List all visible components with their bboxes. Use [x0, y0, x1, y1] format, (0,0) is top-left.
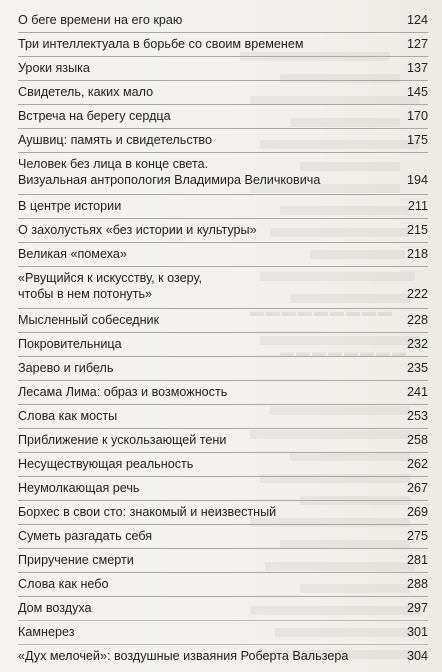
toc-entry-title: Слова как небо — [18, 577, 109, 591]
toc-entry-title: Мысленный собеседник — [18, 313, 160, 327]
toc-entry-title: Свидетель, каких мало — [18, 85, 154, 99]
divider — [18, 596, 428, 597]
divider — [18, 620, 428, 621]
divider — [18, 548, 428, 549]
toc-entry-page: 232 — [406, 337, 428, 351]
toc-entry-title: Приближение к ускользающей тени — [18, 433, 227, 447]
toc-entry-page: 304 — [406, 649, 428, 663]
toc-entry-page: 253 — [406, 409, 428, 423]
divider — [18, 404, 428, 405]
divider — [18, 104, 428, 105]
divider — [18, 194, 428, 195]
divider — [18, 452, 428, 453]
toc-entry-title: Лесама Лима: образ и возможность — [18, 385, 228, 399]
toc-entry-page: 275 — [406, 529, 428, 543]
toc-entry-title-line: Человек без лица в конце света. — [18, 157, 209, 171]
divider — [18, 476, 428, 477]
toc-entry-title: Великая «помеха» — [18, 247, 127, 261]
toc-entry-page: 137 — [406, 61, 428, 75]
toc-entry — [18, 132, 428, 148]
toc-entry — [18, 624, 428, 640]
divider — [18, 128, 428, 129]
toc-entry — [18, 360, 428, 376]
toc-entry — [18, 198, 428, 214]
toc-entry-title: Зарево и гибель — [18, 361, 114, 375]
divider — [18, 332, 428, 333]
show-through-texture: ▬▬▬▬▬▬▬▬▬ ▬▬▬▬▬▬▬▬ — [220, 0, 442, 672]
toc-entry-page: 211 — [407, 199, 428, 213]
toc-entry-page: 235 — [406, 361, 428, 375]
divider — [18, 572, 428, 573]
divider — [18, 380, 428, 381]
toc-entry-page: 262 — [406, 457, 428, 471]
divider — [18, 80, 428, 81]
toc-entry-title: О захолустьях «без истории и культуры» — [18, 223, 257, 237]
toc-entry-title: Покровительница — [18, 337, 122, 351]
toc-entry-title-line: чтобы в нем потонуть» — [18, 287, 153, 301]
divider — [18, 218, 428, 219]
toc-entry — [18, 156, 428, 188]
toc-entry-page: 258 — [406, 433, 428, 447]
toc-entry — [18, 270, 428, 302]
toc-entry — [18, 456, 428, 472]
toc-entry-title: Суметь разгадать себя — [18, 529, 153, 543]
toc-entry-title: Дом воздуха — [18, 601, 92, 615]
toc-entry — [18, 222, 428, 238]
toc-entry — [18, 336, 428, 352]
toc-entry-title: Борхес в свои сто: знакомый и неизвестный — [18, 505, 277, 519]
toc-entry — [18, 528, 428, 544]
toc-entry — [18, 312, 428, 328]
toc-entry-title: Несуществующая реальность — [18, 457, 194, 471]
toc-entry-page: 218 — [406, 247, 428, 261]
toc-entry — [18, 648, 428, 664]
toc-entry-title: Неумолкающая речь — [18, 481, 140, 495]
divider — [18, 644, 428, 645]
toc-entry — [18, 12, 428, 28]
divider — [18, 56, 428, 57]
toc-entry-title: Аушвиц: память и свидетельство — [18, 133, 212, 147]
divider — [18, 356, 428, 357]
toc-entry-page: 222 — [406, 287, 428, 301]
toc-entry-title: Камнерез — [18, 625, 75, 639]
toc-entry — [18, 504, 428, 520]
divider — [18, 266, 428, 267]
toc-entry-title: Три интеллектуала в борьбе со своим временем — [18, 37, 304, 51]
toc-entry-page: 194 — [406, 173, 428, 187]
toc-entry — [18, 108, 428, 124]
toc-entry-title: Слова как мосты — [18, 409, 118, 423]
toc-entry — [18, 60, 428, 76]
toc-entry-page: 124 — [406, 13, 428, 27]
toc-entry — [18, 84, 428, 100]
divider — [18, 152, 428, 153]
toc-entry — [18, 600, 428, 616]
toc-entry-page: 175 — [406, 133, 428, 147]
toc-entry — [18, 384, 428, 400]
divider — [18, 428, 428, 429]
toc-entry — [18, 432, 428, 448]
toc-entry-page: 215 — [406, 223, 428, 237]
toc-entry-title: Приручение смерти — [18, 553, 134, 567]
toc-entry — [18, 552, 428, 568]
toc-entry-title-line: «Рвущийся к искусству, к озеру, — [18, 271, 203, 285]
toc-entry-title: «Дух мелочей»: воздушные изваяния Роберта Вальзера — [18, 649, 349, 663]
toc-entry-page: 288 — [406, 577, 428, 591]
divider — [18, 242, 428, 243]
toc-entry-page: 267 — [406, 481, 428, 495]
divider — [18, 308, 428, 309]
divider — [18, 524, 428, 525]
toc-entry-title: Встреча на берегу сердца — [18, 109, 171, 123]
toc-entry-page: 145 — [406, 85, 428, 99]
toc-entry — [18, 408, 428, 424]
toc-entry-title-line: Визуальная антропология Владимира Величковича — [18, 173, 321, 187]
toc-entry-title: В центре истории — [18, 199, 122, 213]
toc-entry-page: 127 — [406, 37, 428, 51]
toc-entry-title: О беге времени на его краю — [18, 13, 183, 27]
divider — [18, 500, 428, 501]
toc-entry-page: 269 — [406, 505, 428, 519]
toc-entry — [18, 246, 428, 262]
toc-entry-page: 170 — [406, 109, 428, 123]
toc-entry — [18, 480, 428, 496]
divider — [18, 32, 428, 33]
toc-entry — [18, 576, 428, 592]
toc-entry-title: Уроки языка — [18, 61, 90, 75]
toc-entry-page: 281 — [406, 553, 428, 567]
toc-entry-page: 241 — [406, 385, 428, 399]
toc-entry — [18, 36, 428, 52]
toc-entry-page: 301 — [406, 625, 428, 639]
toc-entry-page: 297 — [406, 601, 428, 615]
toc-entry-page: 228 — [406, 313, 428, 327]
